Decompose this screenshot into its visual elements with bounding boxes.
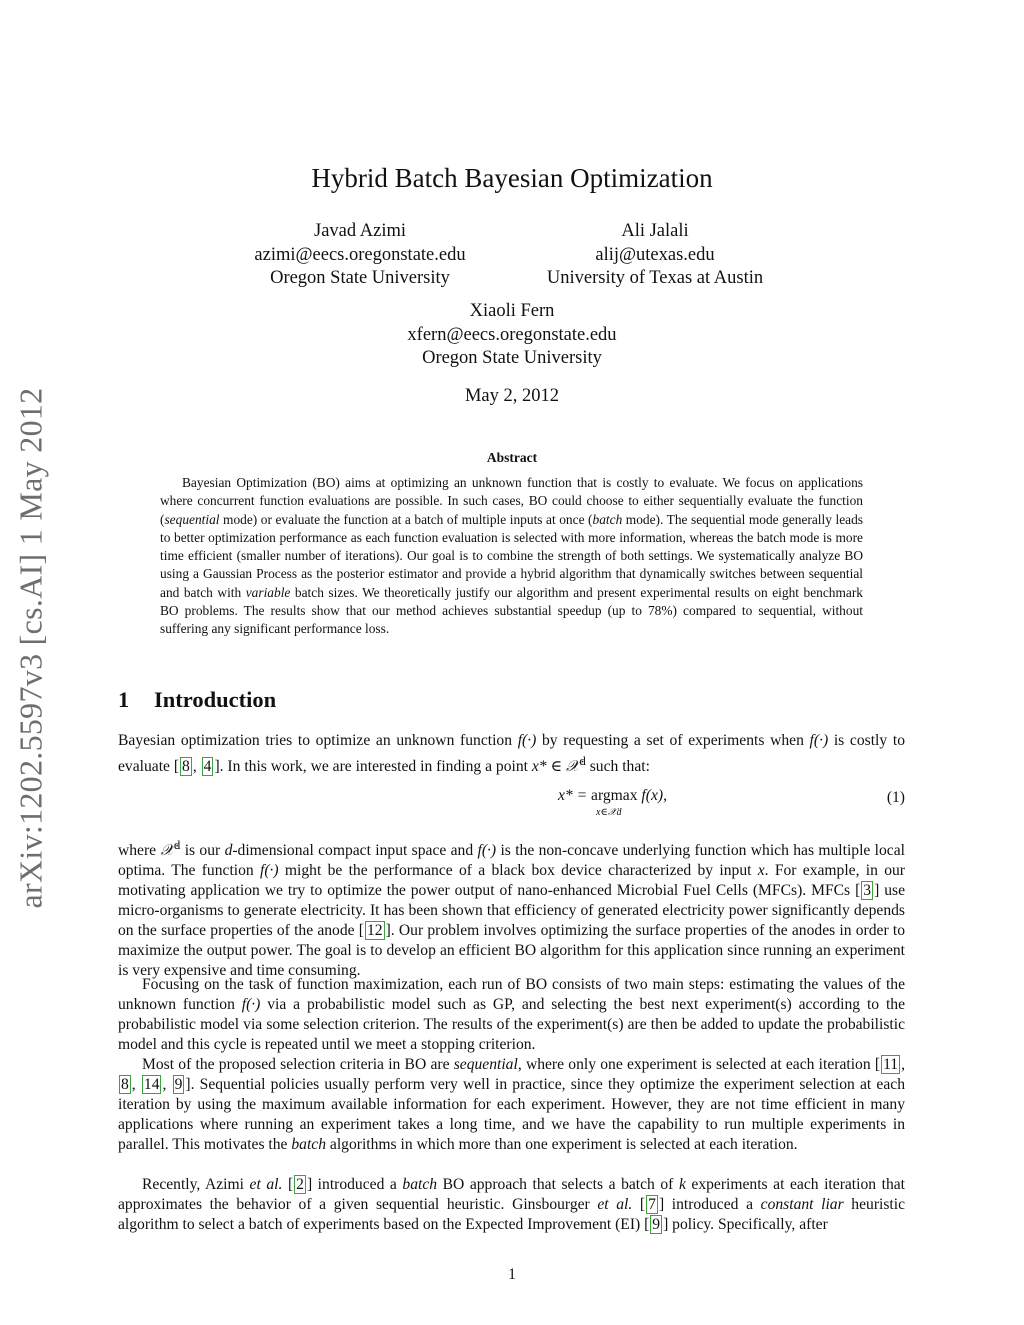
section-heading: [118, 687, 276, 713]
equation: [118, 785, 905, 825]
author-affiliation: Oregon State University: [422, 348, 602, 368]
paragraph: Recently, Azimi et al. [ 2 ] introduced a batch BO approach that selects a batch of k experiments at each iteration that approximates the behavior of a given sequential heuristic. Ginsbourger et al. [ 7 ] introduced a constant liar heuristic algorithm to select a batch of experiments based on the Expected Improvement (EI) [ 9 ] policy. Specifically, after: [118, 1176, 906, 1233]
citation-link[interactable]: 9: [652, 1216, 661, 1233]
author-affiliation: Oregon State University: [270, 268, 450, 288]
paper-date: May 2, 2012: [464, 386, 560, 406]
abstract-heading: Abstract: [486, 450, 538, 465]
paragraph: Bayesian optimization tries to optimize an unknown function f(·) by requesting a set of experiments when f(·) is costly to evaluate [ 8 , 4 ]. In this work, we are interested in finding a point x* ∈ 𝒳$^d$ such that:: [118, 732, 905, 776]
citation-link[interactable]: 2: [296, 1176, 304, 1193]
author-block: [230, 220, 490, 291]
paragraph: Most of the proposed selection criteria in BO are sequential, where only one experiment is selected at each iteration [ 11 , 8 , 14 , 9 ]. Sequential policies usually perform very well in practice, since they optimize the experiment selection at each iteration by using the maximum available information for each experiment. However, they are not time efficient in many applications where running an experiment takes a long time, and we have the capability to run multiple experiments in parallel. This motivates the batch algorithms in which more than one experiment is selected at each iteration.: [118, 1056, 905, 1153]
author-name: Ali Jalali: [621, 221, 689, 241]
author-email[interactable]: xfern@eecs.oregonstate.edu: [407, 324, 617, 345]
page-number: 1: [508, 1266, 516, 1283]
paragraph: Focusing on the task of function maximization, each run of BO consists of two main steps: estimating the values of the unknown function f(·) via a probabilistic model such as GP, and selecting the best next experiment(s) according to the probabilistic model via some selection criterion. The results of the experiment(s) are then be added to update the probabilistic model and this cycle is repeated until we meet a stopping criterion.: [118, 976, 905, 1053]
paragraph: where 𝒳$^d$ is our d-dimensional compact input space and f(·) is the non-concave underlying function which has multiple local optima. The function f(·) might be the performance of a black box device characterized by input x. For example, in our motivating application we try to optimize the power output of nano-enhanced Microbial Fuel Cells (MFCs). MFCs [ 3 ] use micro-organisms to generate electricity. It has been shown that efficiency of generated electricity power significantly depends on the surface properties of the anode [ 12 ]. Our problem involves optimizing the surface properties of the anodes in order to maximize the output power. The goal is to develop an efficient BO algorithm for this application since running an experiment is very expensive and time consuming.: [118, 837, 905, 980]
citation-link[interactable]: 7: [648, 1196, 656, 1213]
citation-link[interactable]: 4: [203, 758, 212, 776]
section-title: Introduction: [154, 687, 277, 712]
citation-link[interactable]: 12: [366, 922, 383, 940]
equation-number: (1): [886, 789, 905, 806]
author-block: [380, 300, 644, 371]
arxiv-identifier[interactable]: arXiv:1202.5597v3 [cs.AI] 1 May 2012: [12, 387, 49, 909]
citation-link[interactable]: 9: [174, 1076, 183, 1093]
author-email[interactable]: alij@utexas.edu: [595, 244, 715, 265]
equation-body: x* = argmax f(x),: [558, 787, 667, 804]
author-block: [520, 220, 790, 291]
citation-link[interactable]: 11: [883, 1056, 899, 1073]
citation-link[interactable]: 3: [863, 882, 872, 900]
citation-link[interactable]: 8: [182, 758, 190, 776]
author-name: Xiaoli Fern: [469, 301, 555, 321]
citation-link[interactable]: 8: [121, 1076, 129, 1093]
section-number: 1: [118, 687, 130, 712]
paper-title: Hybrid Batch Bayesian Optimization: [311, 163, 713, 193]
author-name: Javad Azimi: [314, 221, 406, 241]
abstract-text: Bayesian Optimization (BO) aims at optimizing an unknown function that is costly to evaluate. We focus on applications where concurrent function evaluations are possible. In such cases, BO could choose to either sequentially evaluate the function (sequential mode) or evaluate the function at a batch of multiple inputs at once (batch mode). The sequential mode generally leads to better optimization performance as each function evaluation is selected with more information, whereas the batch mode is more time efficient (smaller number of iterations). Our goal is to combine the strength of both settings. We systematically analyze BO using a Gaussian Process as the posterior estimator and provide a hybrid algorithm that dynamically switches between sequential and batch with variable batch sizes. We theoretically justify our algorithm and present experimental results on eight benchmark BO problems. The results show that our method achieves substantial speedup (up to 78%) compared to sequential, without suffering any significant performance loss.: [160, 475, 863, 637]
equation-subscript: x∈𝒳d: [596, 807, 622, 818]
author-email[interactable]: azimi@eecs.oregonstate.edu: [254, 244, 466, 265]
citation-link[interactable]: 14: [143, 1076, 160, 1093]
author-affiliation: University of Texas at Austin: [546, 268, 764, 288]
